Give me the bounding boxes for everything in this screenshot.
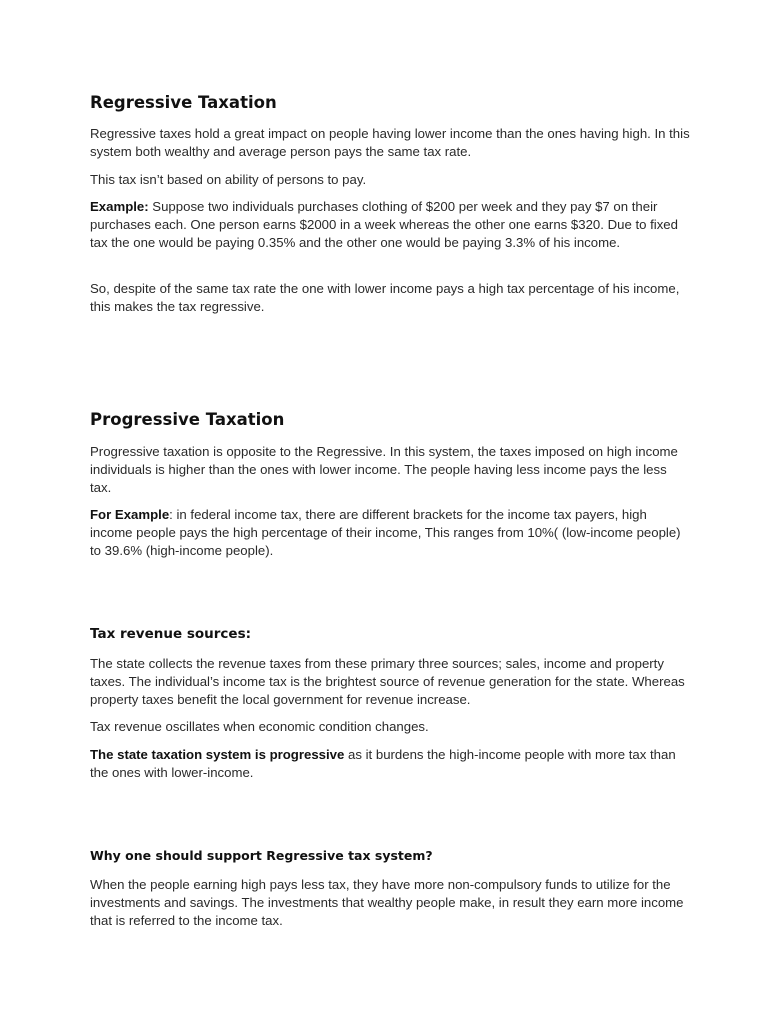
progressive-intro-paragraph: Progressive taxation is opposite to the Regressive. In this system, the taxes imposed on high income individuals is higher than the ones with lower income. The people having less income pays the less tax. xyxy=(90,444,678,495)
state-taxation-text: as it burdens the high-income people with more tax than the ones with lower-income. xyxy=(90,747,676,780)
example-label: Example: xyxy=(90,199,149,214)
regressive-taxation-heading: Regressive Taxation xyxy=(90,93,277,112)
example-text: Suppose two individuals purchases clothing of $200 per week and they pay $7 on their purchases each. One person earns $2000 in a week whereas the other one earns $320. Due to fixed tax the one would be paying 0.35% and the other one would be paying 3.3% of his income. xyxy=(90,199,678,250)
state-taxation-label: The state taxation system is progressive xyxy=(90,747,345,762)
support-regressive-heading: Why one should support Regressive tax system? xyxy=(90,848,433,863)
progressive-taxation-heading: Progressive Taxation xyxy=(90,410,285,429)
regressive-example-paragraph xyxy=(90,198,690,252)
regressive-ability-paragraph: This tax isn’t based on ability of persons to pay. xyxy=(90,172,367,187)
for-example-text: : in federal income tax, there are different brackets for the income tax payers, high income people pays the high percentage of their income, This ranges from 10%( (low-income people) to 39.6% (high-income people). xyxy=(90,507,681,558)
support-regressive-paragraph: When the people earning high pays less tax, they have more non-compulsory funds to utilize for the investments and savings. The investments that wealthy people make, in result they earn more income that is referred to the income tax. xyxy=(90,877,684,928)
progressive-example-paragraph xyxy=(90,506,690,560)
state-taxation-paragraph xyxy=(90,746,690,782)
tax-revenue-sources-heading: Tax revenue sources: xyxy=(90,626,252,642)
for-example-label: For Example xyxy=(90,507,170,522)
regressive-conclusion-paragraph: So, despite of the same tax rate the one with lower income pays a high tax percentage of his income, this makes the tax regressive. xyxy=(90,281,680,314)
regressive-intro-paragraph: Regressive taxes hold a great impact on people having lower income than the ones having high. In this system both wealthy and average person pays the same tax rate. xyxy=(90,126,690,159)
revenue-sources-paragraph: The state collects the revenue taxes from these primary three sources; sales, income and property taxes. The individual’s income tax is the brightest source of revenue generation for the state. Whereas property taxes benefit the local government for revenue increase. xyxy=(90,656,685,707)
revenue-oscillation-paragraph: Tax revenue oscillates when economic condition changes. xyxy=(90,719,429,734)
